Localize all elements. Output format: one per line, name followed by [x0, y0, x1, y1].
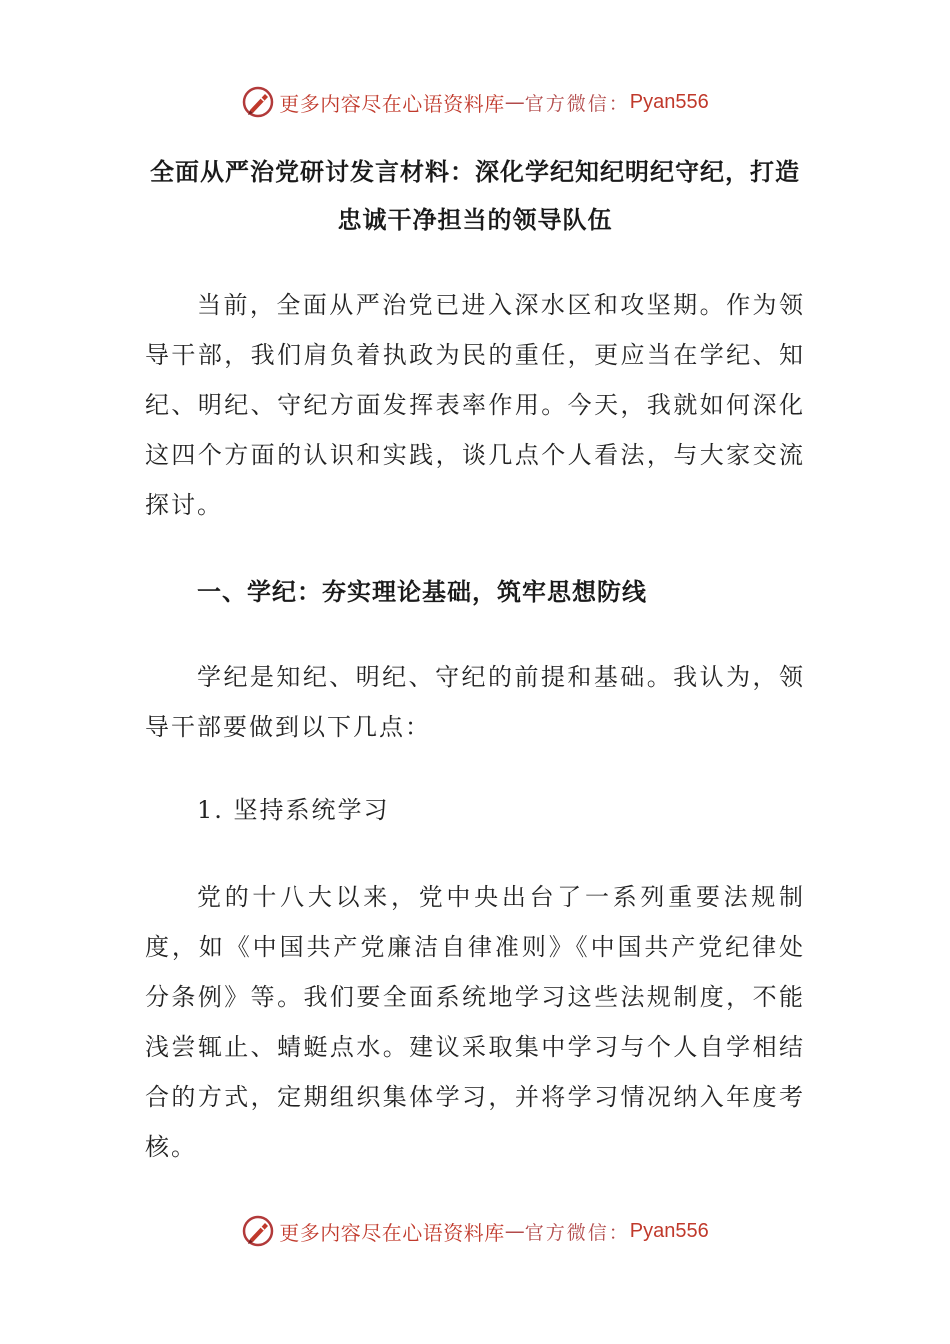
watermark-wechat-label: 官方微信： — [524, 92, 630, 115]
watermark-slogan: 更多内容尽在心语资料库 — [279, 91, 505, 116]
document-title: 全面从严治党研讨发言材料：深化学纪知纪明纪守纪，打造忠诚干净担当的领导队伍 — [150, 157, 800, 234]
pen-logo-icon — [241, 1214, 275, 1248]
pen-logo-icon — [241, 85, 275, 119]
section-heading-1: 一、学纪：夯实理论基础，筑牢思想防线 — [197, 577, 647, 606]
watermark-wechat-id: Pyan556 — [629, 90, 709, 113]
watermark-wechat-label: 官方微信： — [524, 1221, 630, 1244]
item-1-body: 党的十八大以来，党中央出台了一系列重要法规制度，如《中国共产党廉洁自律准则》《中国共产党纪律处分条例》等。我们要全面系统地学习这些法规制度，不能浅尝辄止、蜻蜓点水。建议采取集中学习与个人自学相结合的方式，定期组织集体学习，并将学习情况纳入年度考核。 — [145, 883, 805, 1161]
intro-paragraph: 当前，全面从严治党已进入深水区和攻坚期。作为领导干部，我们肩负着执政为民的重任，更应当在学纪、知纪、明纪、守纪方面发挥表率作用。今天，我就如何深化这四个方面的认识和实践，谈几点个人看法，与大家交流探讨。 — [145, 291, 805, 519]
watermark-dash: — — [504, 90, 525, 114]
watermark-dash: — — [504, 1219, 525, 1243]
section-1-intro: 学纪是知纪、明纪、守纪的前提和基础。我认为，领导干部要做到以下几点： — [145, 663, 805, 741]
watermark-banner-top — [0, 82, 950, 122]
watermark-banner-bottom — [0, 1211, 950, 1251]
watermark-wechat-id: Pyan556 — [629, 1219, 709, 1242]
watermark-slogan: 更多内容尽在心语资料库 — [279, 1220, 505, 1245]
item-heading-1: 1. 坚持系统学习 — [197, 796, 390, 824]
